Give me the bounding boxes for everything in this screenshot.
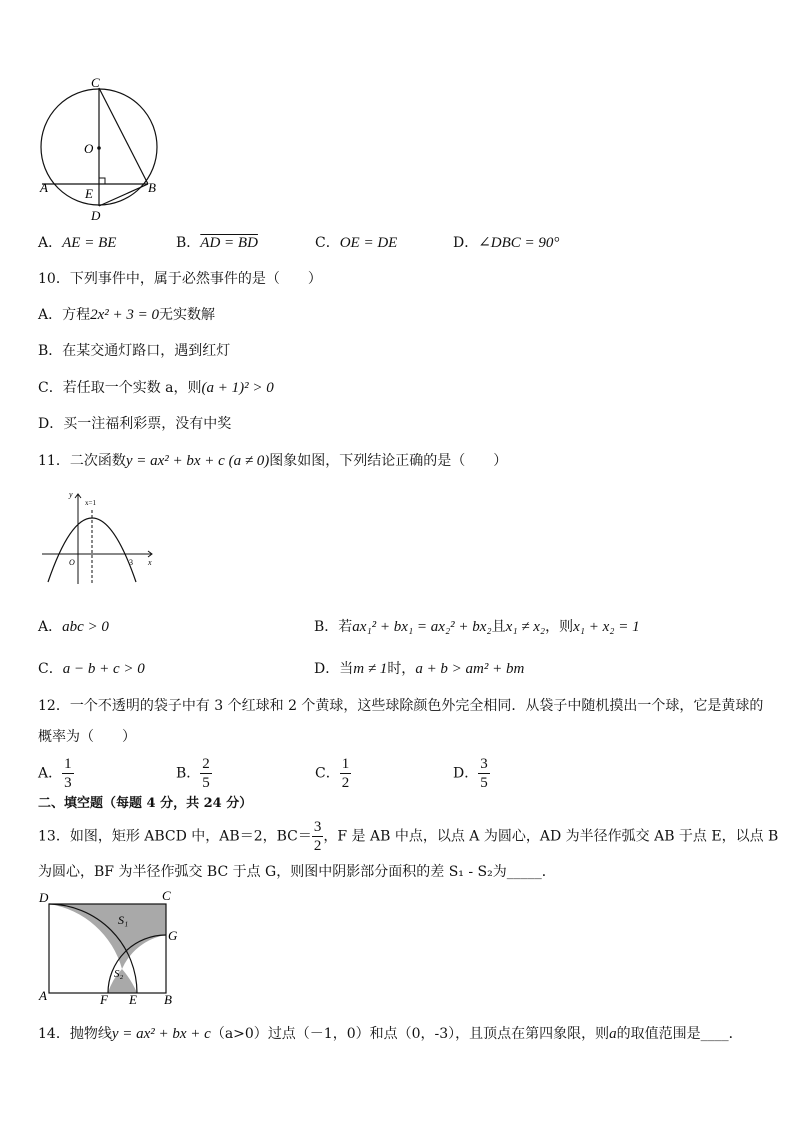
fraction-denominator: 2 [341, 775, 350, 791]
q9-right-angle-mark [99, 178, 105, 184]
q13-label-a: A [39, 988, 47, 1003]
q13-text-post: ，F 是 AB 中点，以点 A 为圆心，AD 为半径作弧交 AB 于点 E，以点 B [323, 828, 779, 845]
q11-option-letter: D． [314, 661, 340, 677]
q10-option-text: 若任取一个实数 a，则 [62, 380, 202, 396]
q10-option-text: 方程 [62, 307, 91, 323]
q11-option-letter: C． [38, 661, 63, 677]
q9-option-letter: D． [453, 235, 479, 251]
q14-text-post: 过点（－1，0）和点（0，-3），且顶点在第四象限，则 [267, 1026, 610, 1042]
q14-condition: （a>0） [210, 1026, 268, 1042]
q10-option-expr: 2x² + 3 = 0 [90, 307, 160, 323]
q14-expr: y = ax² + bx + c [111, 1026, 211, 1042]
q10-option-text-post: 无实数解 [159, 307, 216, 323]
q10-stem: 10．下列事件中，属于必然事件的是（ ） [38, 271, 322, 287]
q12-option-letter: C． [315, 765, 340, 782]
q9-option-expr: ∠DBC = 90° [478, 235, 560, 251]
q13-label-s1: S₁ [118, 913, 129, 927]
q13-text-pre: 13．如图，矩形 ABCD 中，AB＝2，BC＝ [38, 828, 312, 845]
q10-option-letter: D． [38, 416, 64, 432]
q11-option-text-mid2: ，则 [545, 619, 574, 635]
q11-option-d [314, 660, 524, 678]
q11-option-letter: B． [314, 619, 339, 635]
q11-label-3: 3 [129, 558, 133, 567]
q14-text-pre: 14．抛物线 [38, 1026, 112, 1042]
q13-label-c: C [162, 888, 171, 903]
q9-option-a [38, 234, 116, 252]
q12-option-letter: D． [453, 765, 479, 782]
q11-stem-expr: y = ax² + bx + c (a ≠ 0) [125, 453, 270, 469]
q11-option-expr: m ≠ 1 [353, 661, 388, 677]
q9-chord-cb [99, 88, 148, 184]
q9-option-letter: A． [38, 235, 63, 251]
q12-stem-line1: 12．一个不透明的袋子中有 3 个红球和 2 个黄球，这些球除颜色外完全相同．从袋子中随机摸出一个球，它是黄球的 [38, 698, 764, 714]
q11-label-o: O [69, 558, 75, 567]
q13-label-b: B [164, 992, 172, 1007]
q9-option-d [453, 234, 559, 252]
q11-option-c [38, 660, 145, 678]
q11-option-b [314, 618, 640, 636]
q9-option-c [315, 234, 397, 252]
q9-label-o: O [84, 141, 94, 156]
q11-option-expr2: a + b > am² + bm [415, 661, 525, 677]
q12-option-d [453, 755, 490, 792]
q12-option-fraction [200, 755, 212, 792]
fraction-denominator: 3 [64, 775, 72, 791]
q12-option-b [176, 755, 212, 792]
q11-stem-post: 图象如图，下列结论正确的是（ ） [269, 453, 508, 469]
q9-chord-db [99, 184, 148, 206]
q11-option-expr3: x₁ + x₂ = 1 [573, 619, 640, 635]
q10-option-letter: A． [38, 307, 63, 323]
q12-option-letter: A． [38, 765, 63, 782]
q13-label-s2: S₂ [114, 968, 124, 980]
q9-label-c: C [91, 75, 100, 90]
q11-option-expr2: x₁ ≠ x₂ [505, 619, 546, 635]
q13-fraction [312, 818, 324, 855]
q10-option-text: 在某交通灯路口，遇到红灯 [62, 343, 231, 359]
q9-option-b [176, 234, 258, 252]
q14-var: a [609, 1026, 617, 1042]
fraction-numerator: 1 [341, 756, 350, 772]
q13-label-d: D [39, 890, 49, 905]
q9-option-expr: AE = BE [62, 235, 117, 251]
q10-option-text: 买一注福利彩票，没有中奖 [63, 416, 232, 432]
q11-option-text-mid: 且 [491, 619, 506, 635]
q9-option-expr: OE = DE [339, 235, 398, 251]
q13-label-g: G [168, 928, 178, 943]
q11-option-a [38, 618, 109, 636]
q11-stem-pre: 11．二次函数 [38, 453, 126, 469]
q11-stem [38, 452, 507, 470]
q11-option-letter: A． [38, 619, 63, 635]
q12-option-fraction [62, 755, 74, 792]
q12-option-c [315, 755, 351, 792]
q10-option-expr: (a + 1)² > 0 [201, 380, 274, 396]
q10-option-a [38, 306, 215, 324]
fraction-numerator: 3 [480, 756, 488, 772]
fraction-numerator: 2 [202, 756, 210, 772]
q11-option-expr: abc > 0 [62, 619, 109, 635]
q11-option-text: 若 [338, 619, 353, 635]
q10-option-letter: B． [38, 343, 63, 359]
q11-label-y: y [69, 490, 73, 499]
q9-label-d: D [91, 208, 101, 223]
q9-label-a: A [40, 180, 48, 195]
q14-text-end: 的取值范围是____． [616, 1026, 743, 1042]
q12-option-fraction [478, 755, 490, 792]
q9-option-letter: B． [176, 235, 201, 251]
section-title: 二、填空题（每题 4 分，共 24 分） [38, 796, 253, 811]
q11-label-x: x [148, 558, 152, 567]
q13-stem-line2: 为圆心，BF 为半径作弧交 BC 于点 G，则图中阴影部分面积的差 S₁ - S₂为_____． [38, 864, 556, 880]
q9-label-e: E [85, 186, 93, 201]
q11-option-expr: a − b + c > 0 [62, 661, 145, 677]
q13-label-e: E [129, 992, 137, 1007]
q12-option-letter: B． [176, 765, 201, 782]
q9-center-dot [97, 146, 101, 150]
q12-stem-line2: 概率为（ ） [38, 729, 136, 745]
fraction-numerator: 3 [313, 819, 322, 835]
q13-rectangle-figure [36, 888, 186, 1008]
q12-option-a [38, 755, 74, 792]
q10-option-b [38, 342, 230, 360]
q11-option-expr: ax₁² + bx₁ = ax₂² + bx₂ [352, 619, 492, 635]
q11-parabola-graph [38, 488, 158, 588]
q13-shaded-s1 [49, 904, 166, 969]
fraction-denominator: 5 [480, 775, 488, 791]
q14-stem [38, 1025, 743, 1043]
q9-label-b: B [148, 180, 156, 195]
q10-option-d [38, 415, 231, 433]
q13-label-f: F [100, 992, 108, 1007]
q9-circle-figure [30, 74, 170, 224]
q9-option-letter: C． [315, 235, 340, 251]
fraction-denominator: 5 [202, 775, 210, 791]
fraction-denominator: 2 [313, 838, 322, 854]
q11-option-text-mid: 时， [387, 661, 416, 677]
q11-label-axis: x=1 [85, 499, 96, 507]
q9-option-expr: AD = BD [200, 235, 258, 251]
fraction-numerator: 1 [64, 756, 72, 772]
q13-stem-line1 [38, 818, 778, 855]
q11-option-text: 当 [339, 661, 354, 677]
q12-option-fraction [340, 755, 352, 792]
q10-option-letter: C． [38, 380, 63, 396]
q10-option-c [38, 379, 274, 397]
